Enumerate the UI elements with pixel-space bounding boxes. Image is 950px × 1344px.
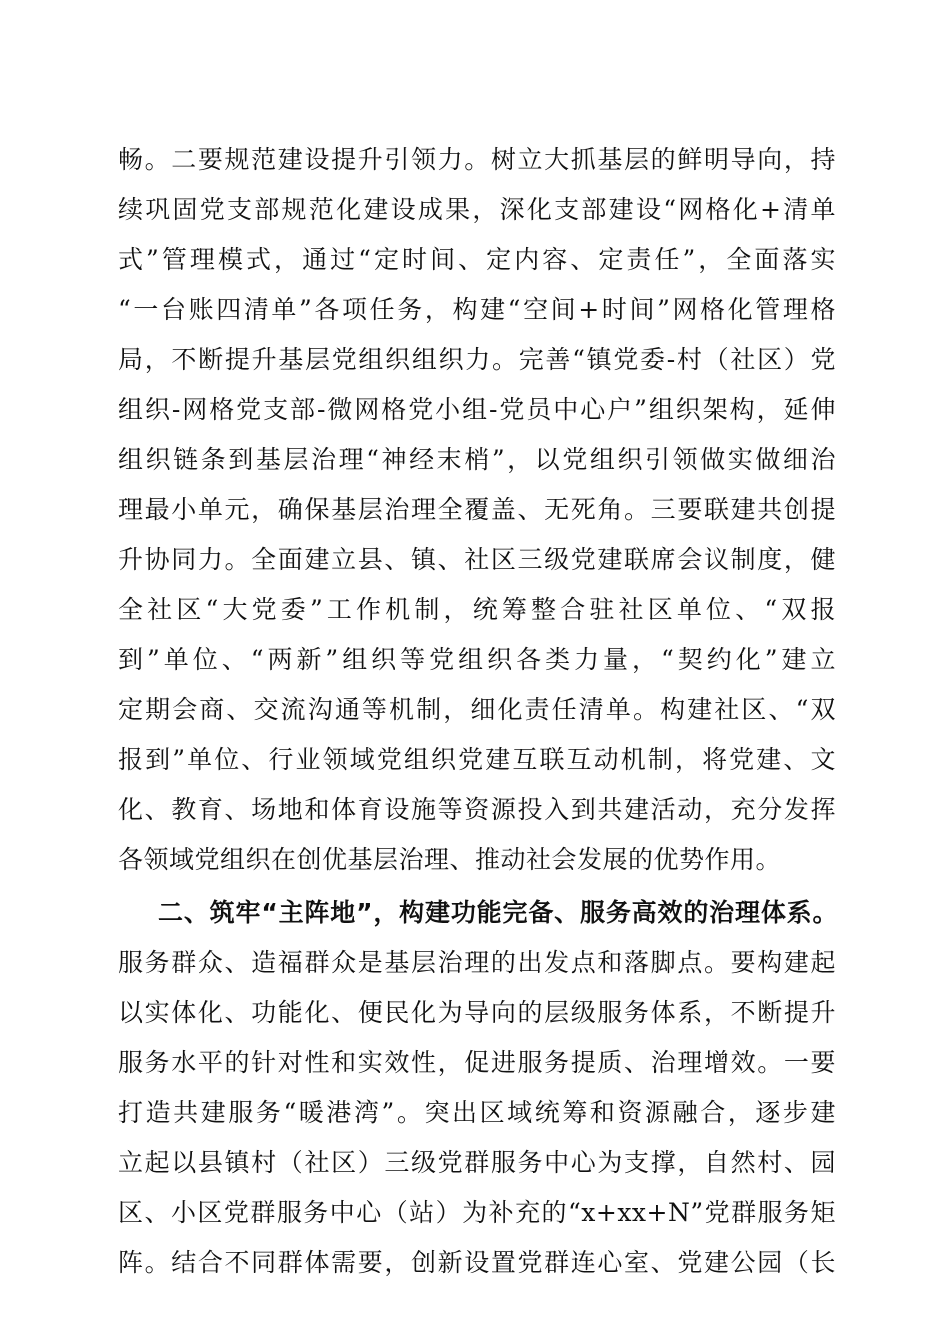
text-line: 理最小单元，确保基层治理全覆盖、无死角。三要联建共创提 [118,495,836,524]
text-line: 立起以县镇村（社区）三级党群服务中心为支撑，自然村、园 [118,1148,836,1177]
text-line: 化、教育、场地和体育设施等资源投入到共建活动，充分发挥 [118,795,836,824]
text-line: 续巩固党支部规范化建设成果，深化支部建设“网格化+清单 [118,195,836,224]
text-line: 报到”单位、行业领域党组织党建互联互动机制，将党建、文 [118,745,836,774]
text-line: 局，不断提升基层党组织组织力。完善“镇党委-村（社区）党 [118,345,836,374]
section-heading: 二、筑牢“主阵地”，构建功能完备、服务高效的治理体系。 [158,898,838,927]
text-line: 以实体化、功能化、便民化为导向的层级服务体系，不断提升 [118,998,836,1027]
text-line: 组织-网格党支部-微网格党小组-党员中心户”组织架构，延伸 [118,395,836,424]
text-line: 打造共建服务“暖港湾”。突出区域统筹和资源融合，逐步建 [118,1098,836,1127]
text-line: 各领域党组织在创优基层治理、推动社会发展的优势作用。 [118,845,782,874]
text-line: 区、小区党群服务中心（站）为补充的“x+xx+N”党群服务矩 [118,1198,836,1227]
text-line: “一台账四清单”各项任务，构建“空间+时间”网格化管理格 [118,295,836,324]
text-line: 服务水平的针对性和实效性，促进服务提质、治理增效。一要 [118,1048,836,1077]
text-line: 畅。二要规范建设提升引领力。树立大抓基层的鲜明导向，持 [118,145,836,174]
text-line: 阵。结合不同群体需要，创新设置党群连心室、党建公园（长 [118,1248,836,1277]
text-line: 服务群众、造福群众是基层治理的出发点和落脚点。要构建起 [118,948,836,977]
text-line: 式”管理模式，通过“定时间、定内容、定责任”，全面落实 [118,245,836,274]
text-line: 到”单位、“两新”组织等党组织各类力量，“契约化”建立 [118,645,836,674]
text-line: 定期会商、交流沟通等机制，细化责任清单。构建社区、“双 [118,695,836,724]
text-line: 升协同力。全面建立县、镇、社区三级党建联席会议制度，健 [118,545,836,574]
text-line: 组织链条到基层治理“神经末梢”，以党组织引领做实做细治 [118,445,836,474]
text-line: 全社区“大党委”工作机制，统筹整合驻社区单位、“双报 [118,595,836,624]
